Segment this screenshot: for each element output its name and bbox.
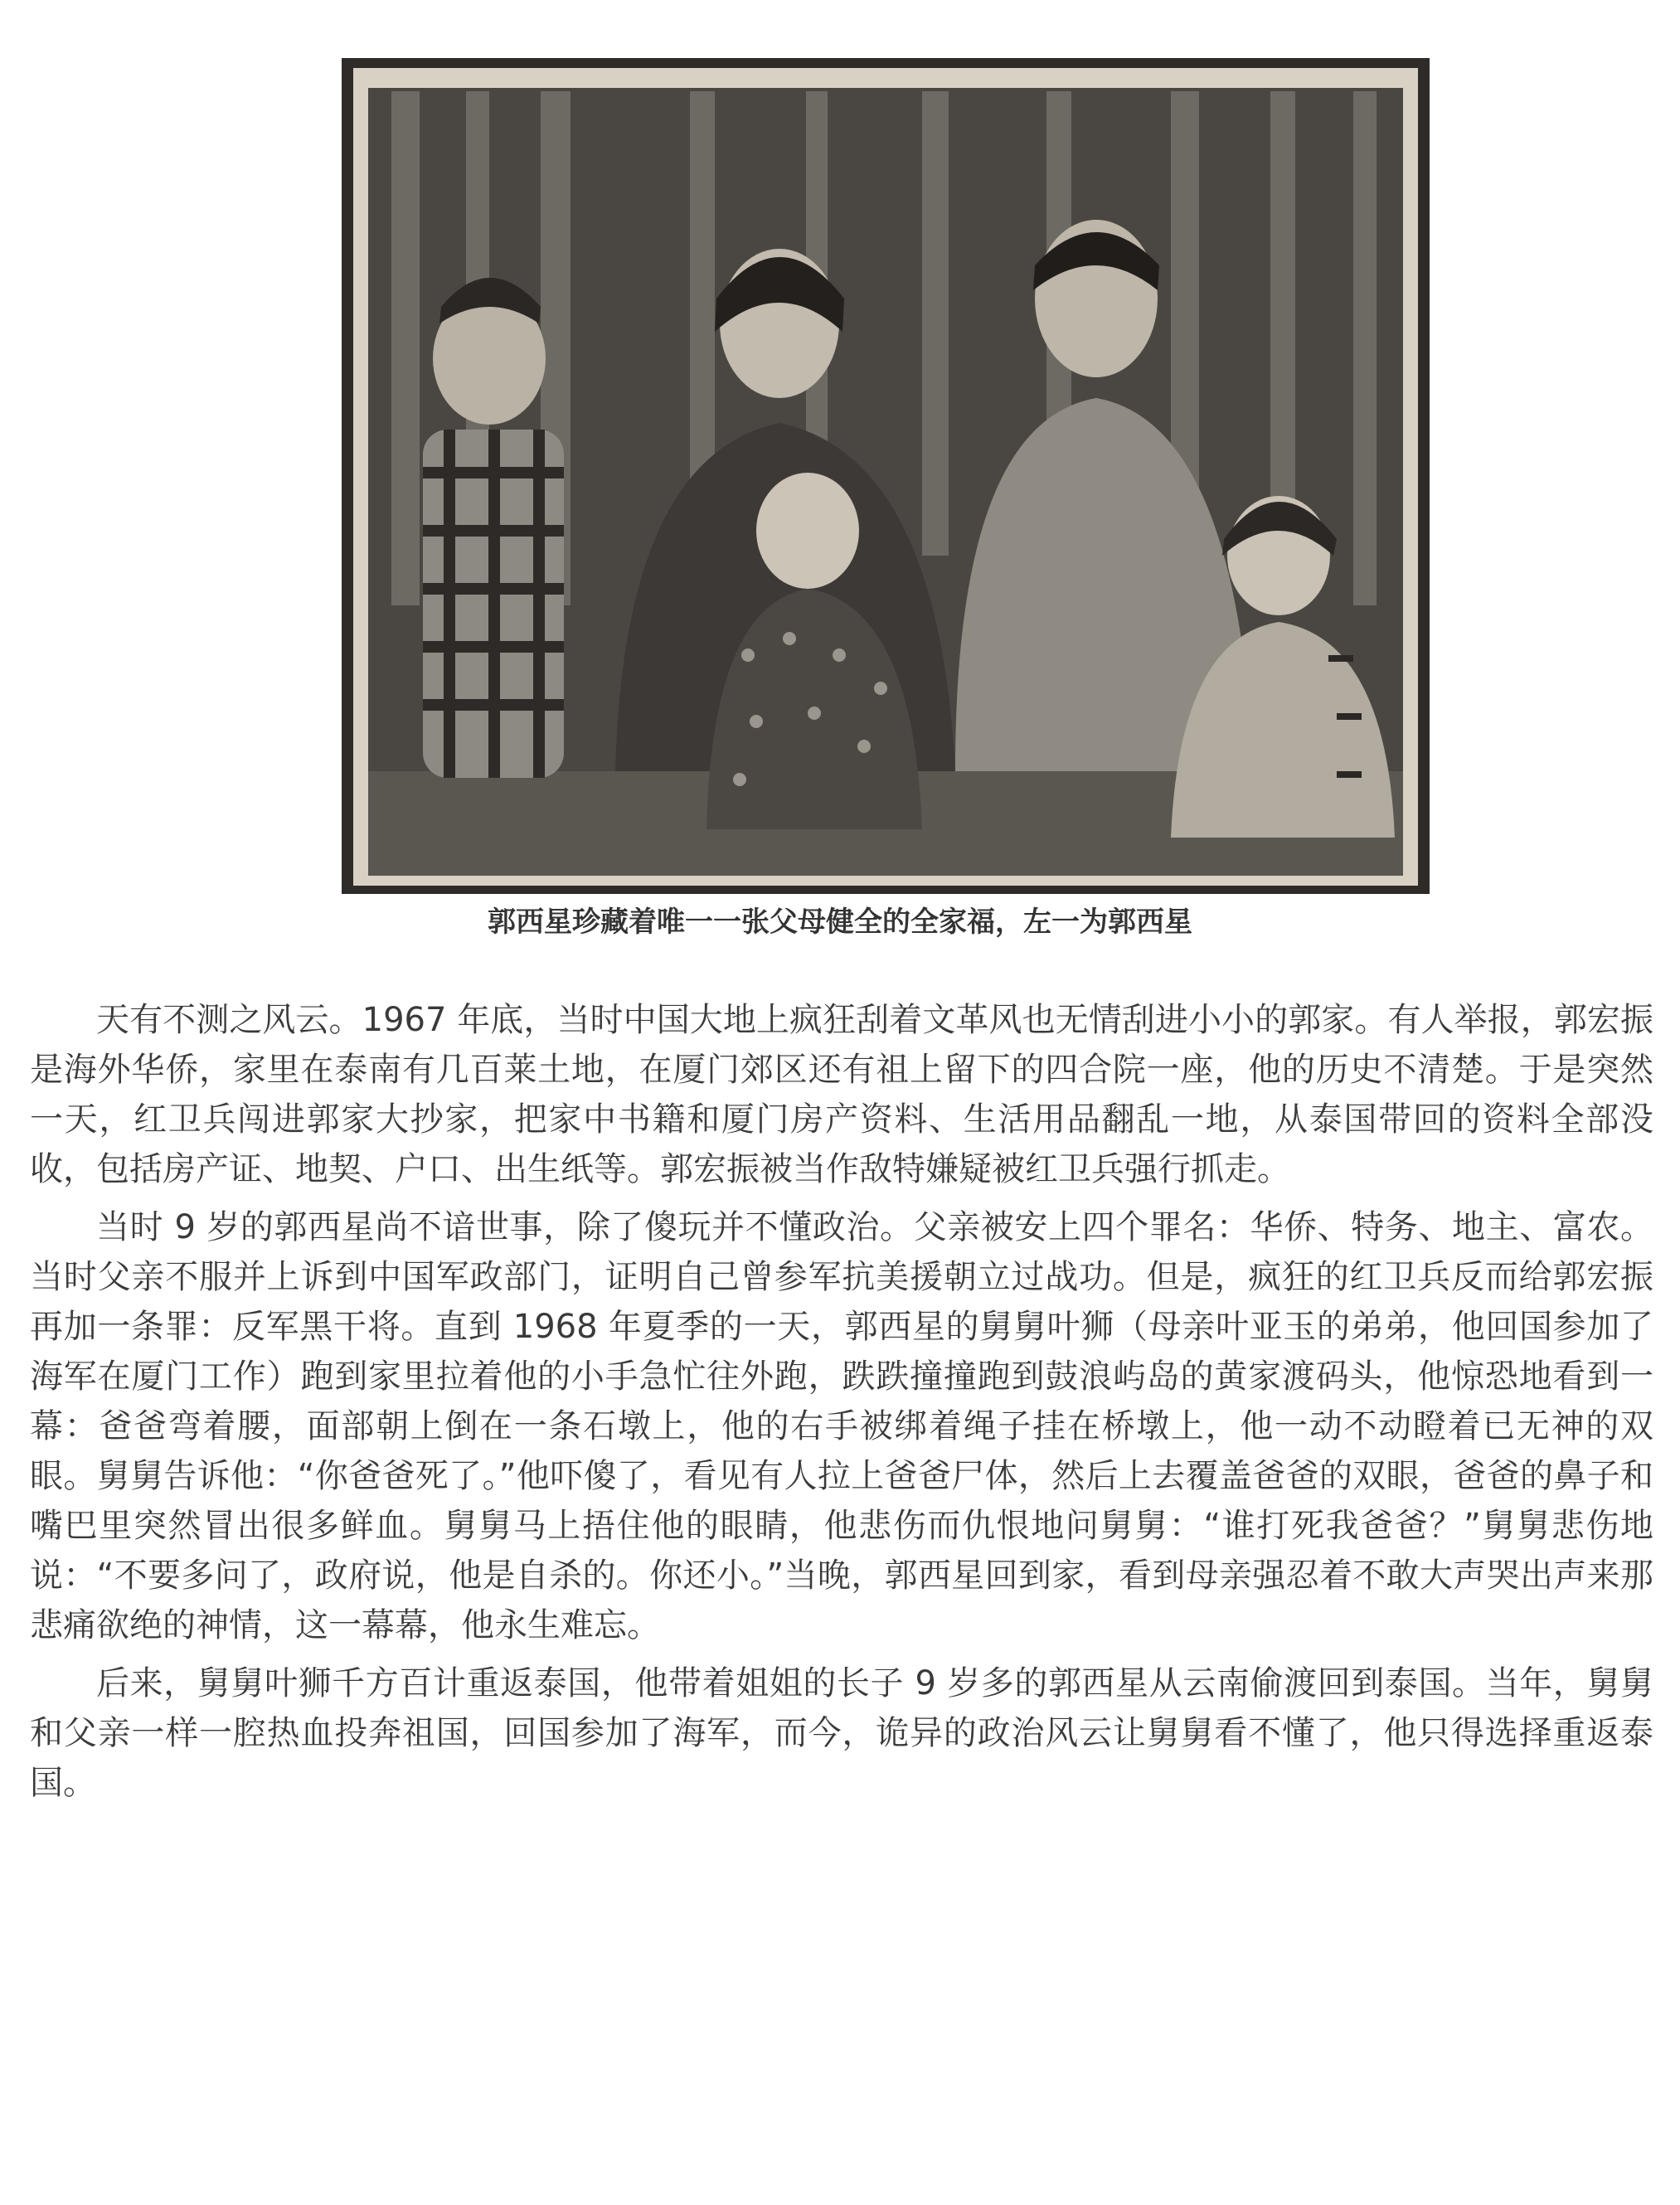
family-photo bbox=[342, 58, 1430, 894]
article-body bbox=[30, 995, 1653, 1816]
paragraph: 当时 9 岁的郭西星尚不谙世事，除了傻玩并不懂政治。父亲被安上四个罪名：华侨、特务、地主、富农。当时父亲不服并上诉到中国军政部门，证明自己曾参军抗美援朝立过战功。但是，疯狂的红卫兵反而给郭宏振再加一条罪：反军黑干将。直到 1968 年夏季的一天，郭西星的舅舅叶狮（母亲叶亚玉的弟弟，他回国参加了海军在厦门工作）跑到家里拉着他的小手急忙往外跑，跌跌撞撞跑到鼓浪屿岛的黄家渡码头，他惊恐地看到一幕：爸爸弯着腰，面部朝上倒在一条石墩上，他的右手被绑着绳子挂在桥墩上，他一动不动瞪着已无神的双眼。舅舅告诉他：“你爸爸死了。”他吓傻了，看见有人拉上爸爸尸体，然后上去覆盖爸爸的双眼，爸爸的鼻子和嘴巴里突然冒出很多鲜血。舅舅马上捂住他的眼睛，他悲伤而仇恨地问舅舅：“谁打死我爸爸？”舅舅悲伤地说：“不要多问了，政府说，他是自杀的。你还小。”当晚，郭西星回到家，看到母亲强忍着不敢大声哭出声来那悲痛欲绝的神情，这一幕幕，他永生难忘。 bbox=[30, 1208, 1653, 1644]
paragraph: 天有不测之风云。1967 年底，当时中国大地上疯狂刮着文革风也无情刮进小小的郭家。有人举报，郭宏振是海外华侨，家里在泰南有几百莱土地，在厦门郊区还有祖上留下的四合院一座，他的历史不清楚。于是突然一天，红卫兵闯进郭家大抄家，把家中书籍和厦门房产资料、生活用品翻乱一地，从泰国带回的资料全部没收，包括房产证、地契、户口、出生纸等。郭宏振被当作敌特嫌疑被红卫兵强行抓走。 bbox=[30, 1001, 1653, 1188]
family-photo-graphic bbox=[342, 58, 1430, 894]
paragraph: 后来，舅舅叶狮千方百计重返泰国，他带着姐姐的长子 9 岁多的郭西星从云南偷渡回到泰国。当年，舅舅和父亲一样一腔热血投奔祖国，回国参加了海军，而今，诡异的政治风云让舅舅看不懂了，他只得选择重返泰国。 bbox=[30, 1664, 1653, 1802]
photo-caption: 郭西星珍藏着唯一一张父母健全的全家福，左一为郭西星 bbox=[488, 906, 1192, 939]
